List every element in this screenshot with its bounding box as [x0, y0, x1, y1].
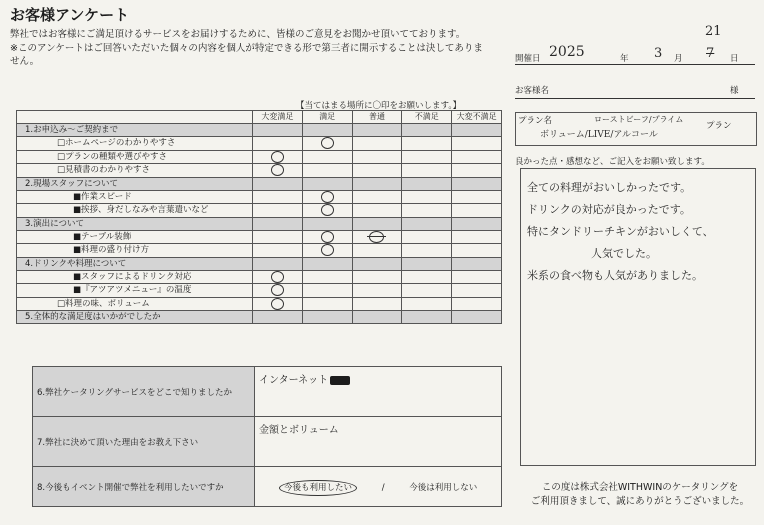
item-label: ■料理の盛り付け方: [17, 244, 253, 258]
rating-cell: [302, 124, 352, 137]
rating-cell[interactable]: [402, 190, 452, 204]
rating-cell[interactable]: [302, 297, 352, 311]
rating-cell[interactable]: [402, 150, 452, 164]
rating-cell: [352, 257, 402, 270]
rating-cell[interactable]: [352, 297, 402, 311]
rating-cell: [253, 257, 303, 270]
rating-cell: [452, 311, 502, 324]
rating-cell[interactable]: [253, 204, 303, 218]
rating-cell: [302, 257, 352, 270]
rating-cell[interactable]: [302, 230, 352, 244]
circle-mark: [271, 271, 284, 283]
section-row: [17, 257, 502, 270]
rating-cell[interactable]: [452, 284, 502, 298]
rating-cell[interactable]: [452, 164, 502, 178]
rating-cell[interactable]: [452, 270, 502, 284]
rating-cell: [402, 124, 452, 137]
rating-cell: [253, 124, 303, 137]
comment-line: 全ての料理がおいしかったです。: [527, 181, 692, 194]
survey-corner: [17, 111, 253, 124]
rating-cell: [352, 124, 402, 137]
item-label: ■『アツアツメニュー』の温度: [17, 284, 253, 298]
q8-label: 8.今後もイベント開催で弊社を利用したいですか: [33, 467, 255, 507]
column-header: 普通: [352, 111, 402, 124]
rating-cell[interactable]: [302, 284, 352, 298]
page-title: お客様アンケート: [10, 6, 130, 24]
date-day[interactable]: 21: [705, 24, 722, 39]
section-label: 5.全体的な満足度はいかがでしたか: [17, 311, 253, 324]
intro-text: 弊社ではお客様にご満足頂けるサービスをお届けするために、皆様のご意見をお聞かせ頂いてております。 ※このアンケートはご回答いただいた個々の内容を個人が特定できる形で第三者に開示することは決してありま せん。: [10, 29, 483, 67]
circle-mark: [271, 298, 284, 310]
rating-cell[interactable]: [352, 284, 402, 298]
circle-mark: [321, 137, 334, 149]
rating-cell[interactable]: [402, 164, 452, 178]
section-label: 4.ドリンクや料理について: [17, 257, 253, 270]
column-header: 不満足: [402, 111, 452, 124]
option-separator: /: [381, 482, 385, 493]
item-label: ■挨拶、身だしなみや言葉遣いなど: [17, 204, 253, 218]
item-row: [17, 150, 502, 164]
circle-mark: [321, 231, 334, 243]
q8-answer: [255, 467, 502, 507]
rating-cell[interactable]: [452, 137, 502, 151]
item-row: [17, 244, 502, 258]
rating-cell[interactable]: [302, 164, 352, 178]
plan-line1[interactable]: ローストビーフ/プライム: [594, 115, 684, 124]
rating-cell[interactable]: [253, 270, 303, 284]
option-yes[interactable]: 今後も利用したい: [279, 480, 357, 496]
comment-line: 米系の食べ物も人気がありました。: [527, 269, 703, 282]
item-row: [17, 164, 502, 178]
rating-cell: [352, 217, 402, 230]
plan-line2[interactable]: ボリューム/LIVE/アルコール: [540, 130, 658, 140]
rating-cell[interactable]: [253, 284, 303, 298]
column-header: 満足: [302, 111, 352, 124]
rating-cell[interactable]: [302, 190, 352, 204]
satisfaction-table: [16, 110, 502, 324]
rating-cell: [352, 177, 402, 190]
column-header: 大変不満足: [452, 111, 502, 124]
option-no[interactable]: 今後は利用しない: [409, 482, 478, 493]
rating-cell[interactable]: [352, 204, 402, 218]
rating-cell[interactable]: [402, 244, 452, 258]
column-header: 大変満足: [253, 111, 303, 124]
year-unit: 年: [620, 54, 629, 64]
rating-cell: [302, 177, 352, 190]
rating-cell[interactable]: [402, 297, 452, 311]
date-underline: [515, 64, 755, 65]
rating-cell[interactable]: [253, 244, 303, 258]
item-row: [17, 284, 502, 298]
date-year[interactable]: 2025: [549, 44, 585, 60]
rating-cell[interactable]: [452, 190, 502, 204]
item-row: [17, 190, 502, 204]
date-day-struck: 7: [706, 46, 715, 61]
item-label: □プランの種類や選びやすさ: [17, 150, 253, 164]
rating-cell[interactable]: [302, 137, 352, 151]
comment-line: ドリンクの対応が良かったです。: [527, 203, 691, 216]
section-label: 3.演出について: [17, 217, 253, 230]
item-label: ■スタッフによるドリンク対応: [17, 270, 253, 284]
rating-cell[interactable]: [452, 230, 502, 244]
date-month[interactable]: 3: [654, 46, 663, 61]
section-row: [17, 311, 502, 324]
item-label: □料理の味、ボリューム: [17, 297, 253, 311]
rating-cell: [452, 257, 502, 270]
circle-mark: [321, 244, 334, 256]
rating-cell[interactable]: [302, 204, 352, 218]
item-label: ■作業スピード: [17, 190, 253, 204]
section-row: [17, 124, 502, 137]
rating-cell[interactable]: [253, 137, 303, 151]
section-label: 2.現場スタッフについて: [17, 177, 253, 190]
item-row: [17, 204, 502, 218]
month-unit: 月: [674, 54, 683, 64]
q7-label: 7.弊社に決めて頂いた理由をお教え下さい: [33, 417, 255, 467]
rating-cell[interactable]: [253, 164, 303, 178]
rating-cell[interactable]: [352, 190, 402, 204]
rating-cell[interactable]: [352, 164, 402, 178]
q6-answer[interactable]: インターネット: [255, 367, 502, 417]
rating-cell[interactable]: [452, 204, 502, 218]
rating-cell[interactable]: [402, 284, 452, 298]
item-label: □見積書のわかりやすさ: [17, 164, 253, 178]
rating-cell[interactable]: [402, 137, 452, 151]
instruction-note: 【当てはまる場所に〇印をお願いします。】: [296, 101, 462, 111]
rating-cell[interactable]: [352, 137, 402, 151]
rating-cell[interactable]: [352, 150, 402, 164]
section-label: 1.お申込み～ご契約まで: [17, 124, 253, 137]
rating-cell: [302, 217, 352, 230]
rating-cell: [452, 217, 502, 230]
struck-circle-mark: [369, 231, 384, 243]
circle-mark: [271, 151, 284, 163]
question-table: [32, 366, 502, 507]
rating-cell[interactable]: [352, 270, 402, 284]
rating-cell[interactable]: [402, 270, 452, 284]
customer-label: お客様名: [515, 86, 550, 96]
plan-label: プラン名: [518, 116, 553, 126]
rating-cell[interactable]: [253, 297, 303, 311]
customer-suffix: 様: [730, 86, 739, 96]
rating-cell[interactable]: [253, 230, 303, 244]
circle-mark: [321, 204, 334, 216]
item-row: [17, 230, 502, 244]
rating-cell: [402, 217, 452, 230]
rating-cell[interactable]: [253, 150, 303, 164]
rating-cell: [402, 257, 452, 270]
customer-underline[interactable]: [515, 98, 755, 99]
rating-cell: [253, 177, 303, 190]
rating-cell: [253, 217, 303, 230]
comment-line: 人気でした。: [591, 247, 657, 260]
section-row: [17, 177, 502, 190]
section-row: [17, 217, 502, 230]
item-label: ■テーブル装飾: [17, 230, 253, 244]
comments-label: 良かった点・感想など、ご記入をお願い致します。: [515, 157, 710, 167]
item-row: [17, 137, 502, 151]
rating-cell[interactable]: [352, 230, 402, 244]
rating-cell: [402, 177, 452, 190]
day-unit: 日: [730, 54, 739, 64]
rating-cell[interactable]: [402, 204, 452, 218]
circle-mark: [271, 164, 284, 176]
rating-cell[interactable]: [402, 230, 452, 244]
rating-cell: [253, 311, 303, 324]
item-label: □ホームページのわかりやすさ: [17, 137, 253, 151]
q7-answer[interactable]: 金額とボリューム: [255, 417, 502, 467]
rating-cell[interactable]: [352, 244, 402, 258]
rating-cell[interactable]: [302, 150, 352, 164]
circle-mark: [321, 191, 334, 203]
ink-scribble: [330, 376, 350, 385]
rating-cell[interactable]: [452, 150, 502, 164]
rating-cell[interactable]: [253, 190, 303, 204]
q6-label: 6.弊社ケータリングサービスをどこで知りましたか: [33, 367, 255, 417]
comment-line: 特にタンドリーチキンがおいしくて、: [527, 225, 714, 238]
rating-cell[interactable]: [452, 297, 502, 311]
rating-cell[interactable]: [452, 244, 502, 258]
date-label: 開催日: [515, 54, 541, 64]
circle-mark: [271, 284, 284, 296]
rating-cell: [452, 124, 502, 137]
rating-cell: [402, 311, 452, 324]
rating-cell[interactable]: [302, 270, 352, 284]
rating-cell: [302, 311, 352, 324]
rating-cell: [352, 311, 402, 324]
thank-you-message: この度は株式会社WITHWINのケータリングを ご利用頂きまして、誠にありがとうございました。: [530, 482, 750, 507]
item-row: [17, 270, 502, 284]
item-row: [17, 297, 502, 311]
rating-cell[interactable]: [302, 244, 352, 258]
plan-suffix: プラン: [706, 121, 732, 131]
comments-box[interactable]: [520, 168, 756, 466]
rating-cell: [452, 177, 502, 190]
